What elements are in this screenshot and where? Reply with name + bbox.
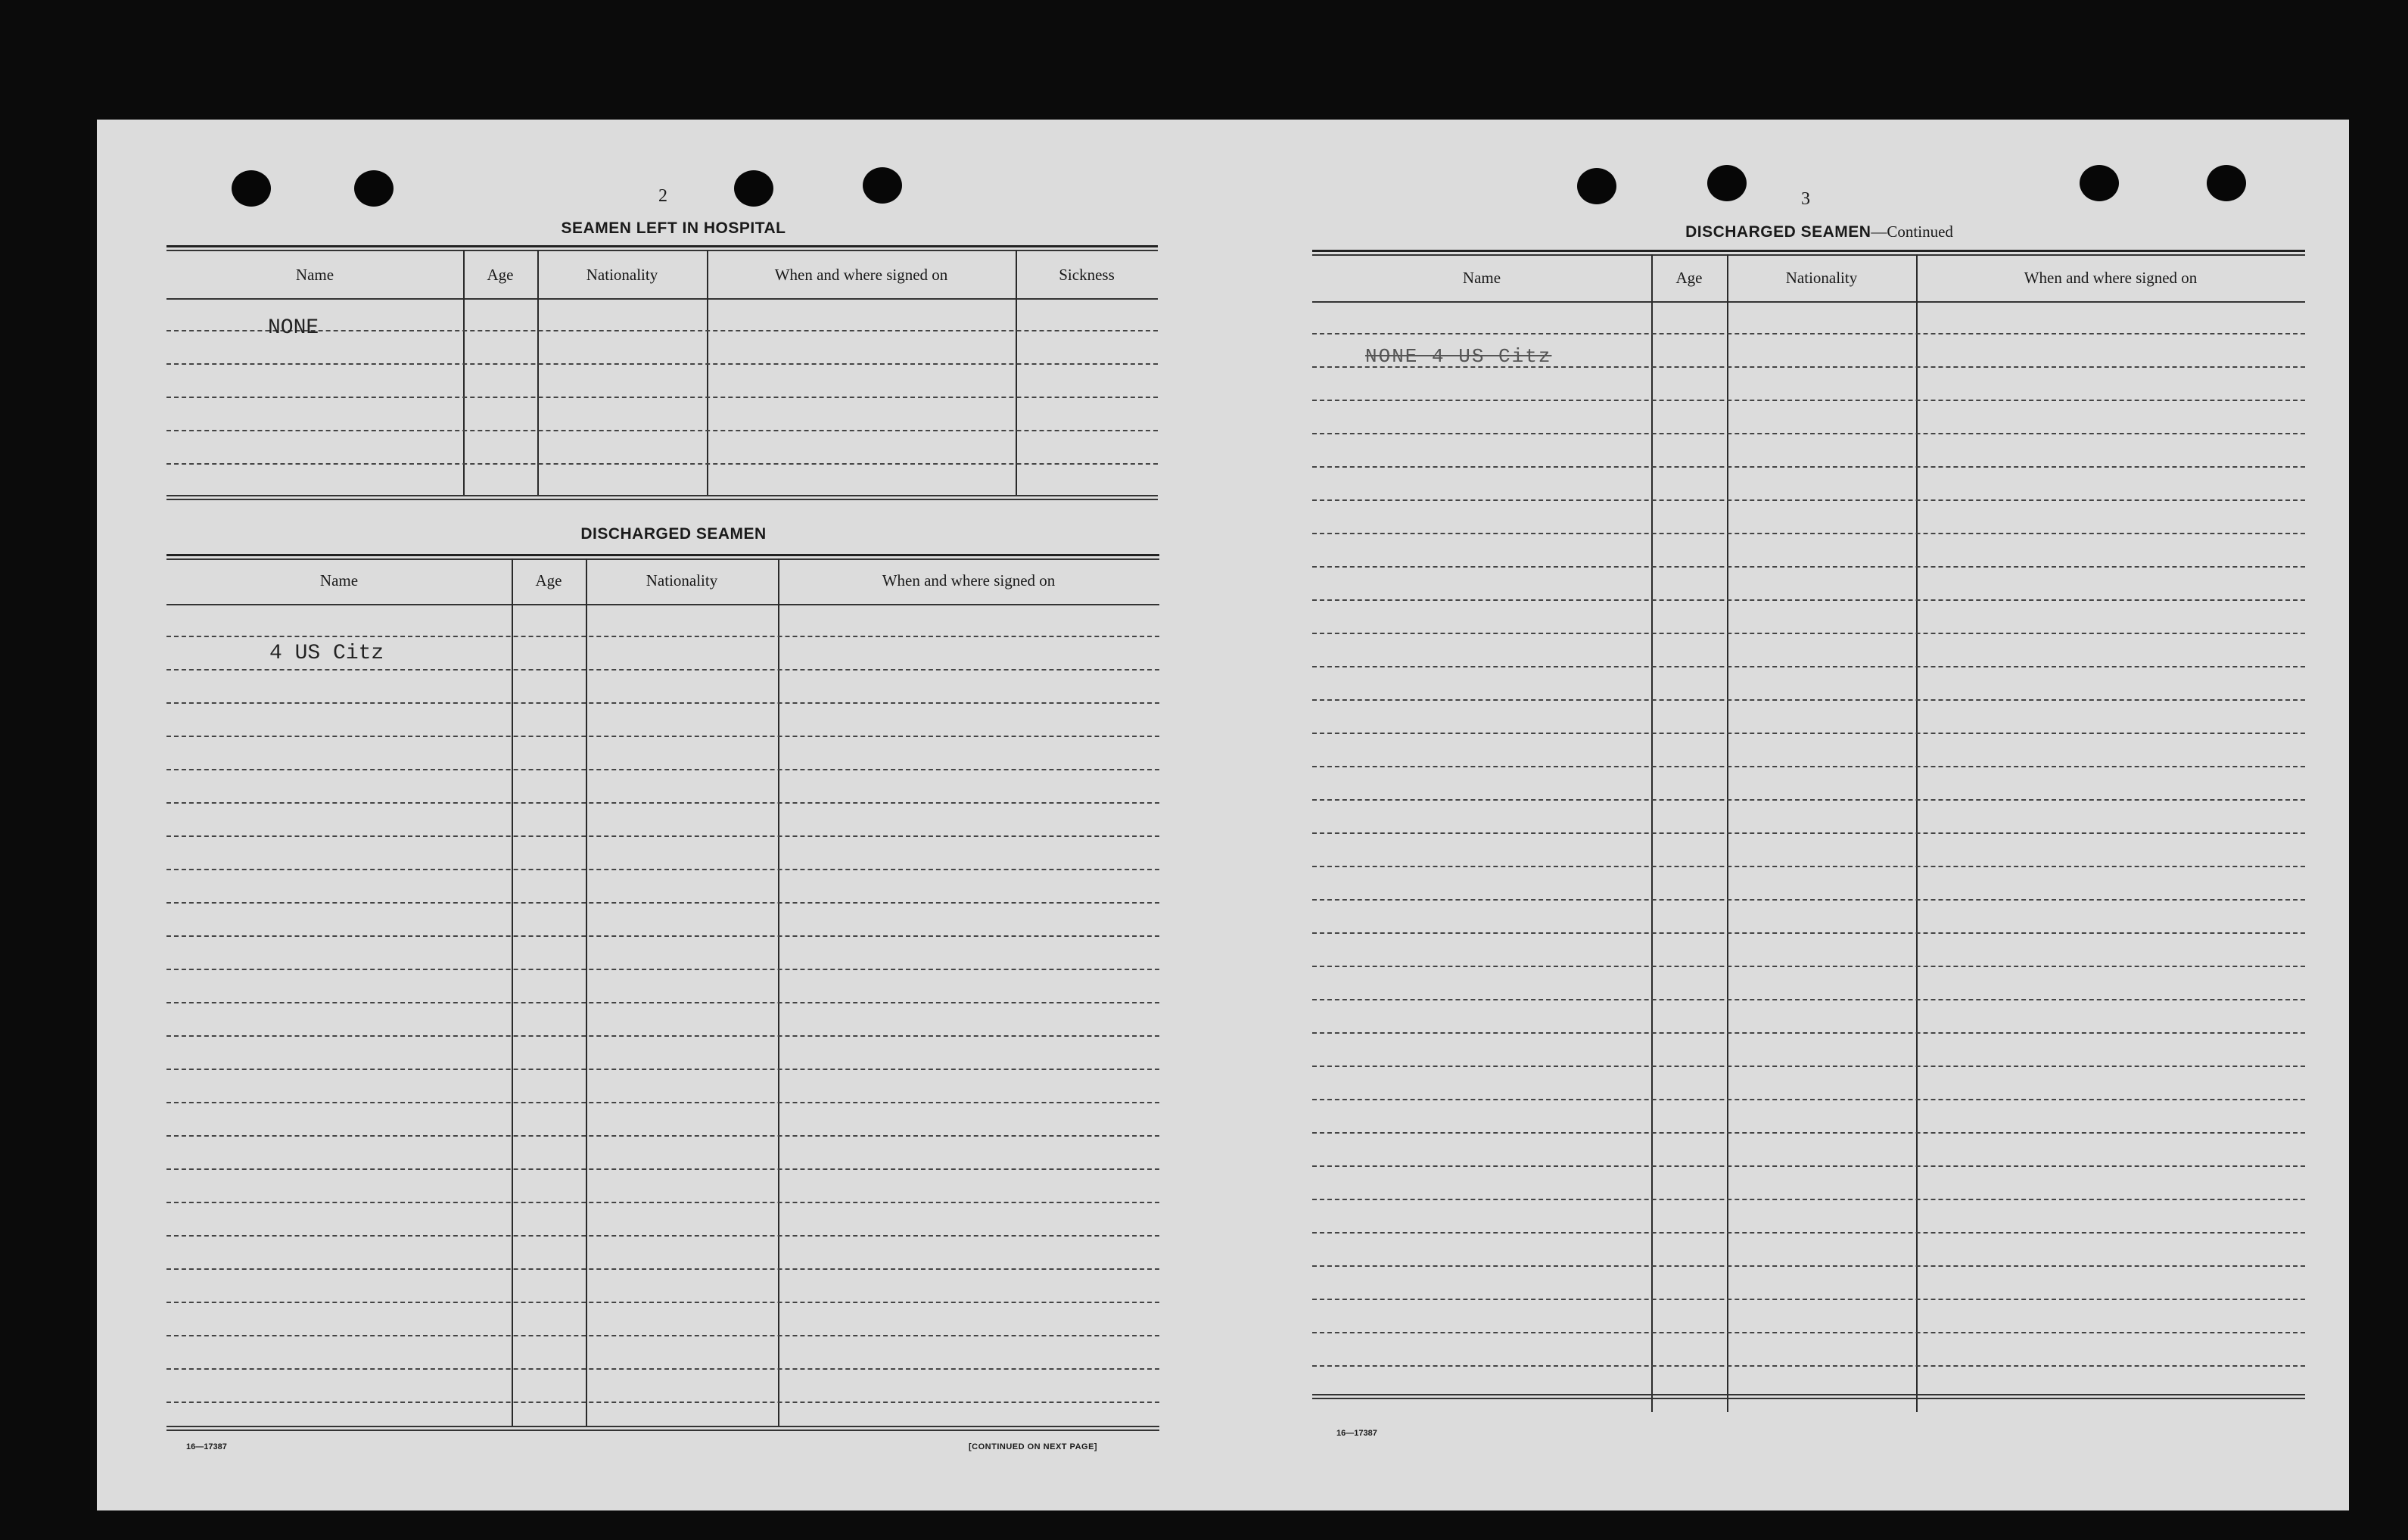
col-age-header: Age — [535, 571, 562, 590]
page-number: 2 — [658, 186, 667, 206]
punch-hole — [354, 170, 394, 207]
col-nationality-header: Nationality — [586, 265, 658, 284]
punch-hole — [863, 167, 902, 204]
hospital-table — [166, 245, 1158, 502]
discharged-table — [166, 554, 1159, 1432]
col-name-header: Name — [1462, 268, 1501, 287]
col-name-header: Name — [319, 571, 359, 590]
discharged-entry: 4 US Citz — [269, 642, 384, 665]
col-signed-on-header: When and where signed on — [2024, 268, 2198, 287]
col-nationality-header: Nationality — [1785, 268, 1858, 287]
page-number: 3 — [1801, 189, 1810, 209]
struck-entry: NONE 4 US Citz — [1365, 345, 1552, 368]
form-number: 16—17387 — [186, 1442, 227, 1451]
punch-hole — [2080, 165, 2119, 201]
col-signed-on-header: When and where signed on — [774, 265, 948, 284]
form-number: 16—17387 — [1336, 1429, 1377, 1438]
discharged-continued-table — [1312, 250, 2305, 1415]
document-sheet — [97, 120, 2349, 1510]
col-sickness-header: Sickness — [1059, 265, 1115, 284]
continued-note: [CONTINUED ON NEXT PAGE] — [969, 1442, 1098, 1451]
punch-hole — [734, 170, 773, 207]
punch-hole — [1577, 168, 1616, 204]
discharged-section-title: DISCHARGED SEAMEN — [580, 525, 767, 543]
punch-hole — [232, 170, 271, 207]
punch-hole — [1707, 165, 1747, 201]
hospital-table-header — [166, 256, 1158, 294]
col-name-header: Name — [295, 265, 334, 284]
discharged-table-header — [166, 562, 1159, 599]
col-age-header: Age — [487, 265, 514, 284]
punch-hole — [2207, 165, 2246, 201]
col-age-header: Age — [1675, 268, 1703, 287]
discharged-continued-title: DISCHARGED SEAMEN—Continued — [1685, 222, 1953, 241]
hospital-section-title: SEAMEN LEFT IN HOSPITAL — [561, 219, 786, 237]
hospital-entry: NONE — [268, 316, 319, 340]
col-nationality-header: Nationality — [646, 571, 718, 590]
discharged-continued-header — [1312, 259, 2305, 297]
col-signed-on-header: When and where signed on — [882, 571, 1056, 590]
